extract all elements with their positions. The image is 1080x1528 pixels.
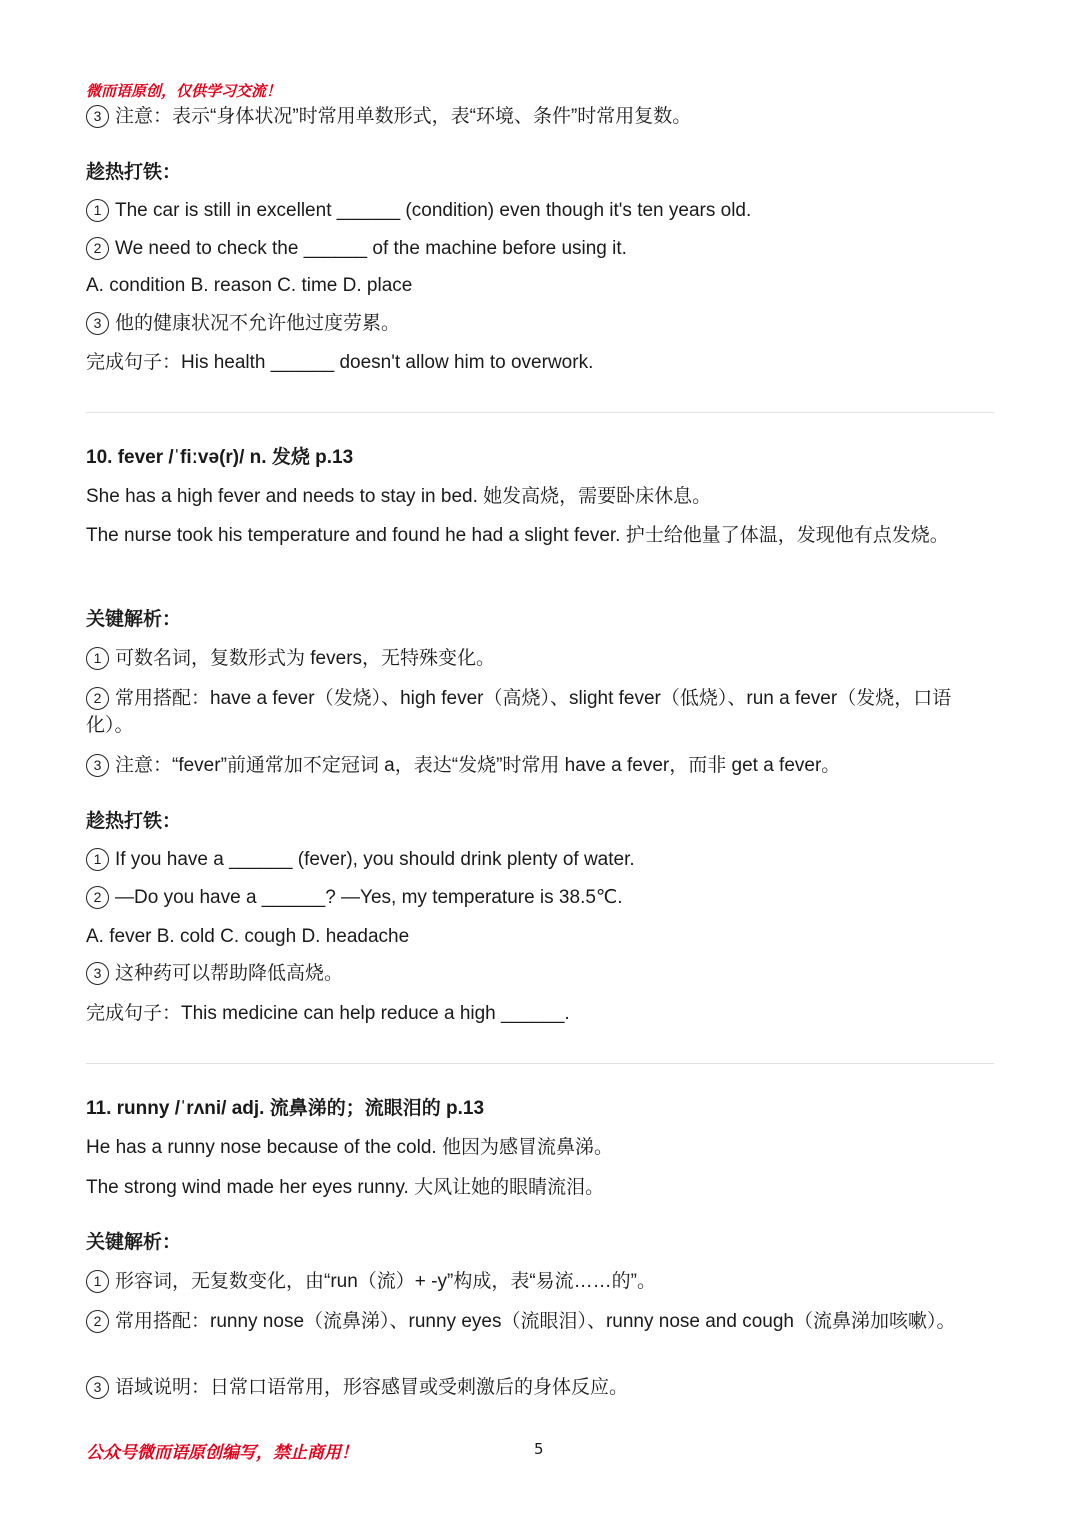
- example-sentence: She has a high fever and needs to stay in bed. 她发高烧，需要卧床休息。: [86, 486, 712, 507]
- question-text: —Do you have a ______? —Yes, my temperature is 38.5℃.: [115, 887, 623, 908]
- analysis-text: 语域说明：日常口语常用，形容感冒或受刺激后的身体反应。: [115, 1377, 629, 1398]
- circled-number: 3: [86, 754, 109, 777]
- note-item: [86, 103, 994, 130]
- example-sentence: He has a runny nose because of the cold. 他因为感冒流鼻涕。: [86, 1137, 613, 1158]
- question-text: 这种药可以帮助降低高烧。: [115, 963, 344, 984]
- section-divider: [86, 1063, 994, 1064]
- word-heading: 11. runny /ˈrʌni/ adj. 流鼻涕的；流眼泪的 p.13: [86, 1098, 485, 1119]
- practice-title: 趁热打铁：: [86, 811, 182, 832]
- analysis-item: [86, 645, 994, 672]
- analysis-text: 注意：“fever”前通常加不定冠词 a，表达“发烧”时常用 have a fever，而非 get a fever。: [115, 755, 841, 776]
- circled-number: 1: [86, 848, 109, 871]
- practice-question: [86, 846, 994, 873]
- footer-watermark-note: 公众号微而语原创编写，禁止商用！: [86, 1443, 358, 1463]
- analysis-item: [86, 752, 994, 779]
- complete-sentence: 完成句子：This medicine can help reduce a high ______.: [86, 1003, 570, 1024]
- analysis-text: 形容词，无复数变化，由“run（流）+ -y”构成，表“易流……的”。: [115, 1271, 656, 1292]
- circled-number: 1: [86, 647, 109, 670]
- word-heading: 10. fever /ˈfiːvə(r)/ n. 发烧 p.13: [86, 447, 354, 468]
- analysis-text: 常用搭配：runny nose（流鼻涕）、runny eyes（流眼泪）、runny nose and cough（流鼻涕加咳嗽）。: [115, 1311, 956, 1332]
- analysis-title: 关键解析：: [86, 1232, 182, 1253]
- analysis-text: 可数名词，复数形式为 fevers，无特殊变化。: [115, 648, 496, 669]
- circled-number: 2: [86, 886, 109, 909]
- circled-number: 2: [86, 1310, 109, 1333]
- practice-question: [86, 197, 994, 224]
- section-divider: [86, 412, 994, 413]
- page-number: 5: [534, 1440, 544, 1458]
- practice-question: [86, 960, 994, 987]
- question-text: We need to check the ______ of the machine before using it.: [115, 238, 627, 259]
- circled-number: 3: [86, 105, 109, 128]
- answer-options: A. fever B. cold C. cough D. headache: [86, 926, 410, 947]
- analysis-item: [86, 1308, 994, 1335]
- header-watermark-note: 微而语原创，仅供学习交流！: [86, 82, 282, 100]
- practice-question: [86, 310, 994, 337]
- analysis-text: 常用搭配：have a fever（发烧）、high fever（高烧）、slight fever（低烧）、run a fever（发烧，口语化）。: [86, 688, 952, 736]
- circled-number: 1: [86, 1270, 109, 1293]
- analysis-item: [86, 685, 994, 739]
- analysis-item: [86, 1268, 994, 1295]
- analysis-item: [86, 1374, 994, 1401]
- note-text: 注意：表示“身体状况”时常用单数形式，表“环境、条件”时常用复数。: [115, 106, 692, 127]
- complete-sentence: 完成句子：His health ______ doesn't allow him to overwork.: [86, 352, 594, 373]
- example-sentence: The strong wind made her eyes runny. 大风让她的眼睛流泪。: [86, 1177, 605, 1198]
- question-text: 他的健康状况不允许他过度劳累。: [115, 313, 401, 334]
- practice-question: [86, 884, 994, 911]
- answer-options: A. condition B. reason C. time D. place: [86, 275, 413, 296]
- question-text: The car is still in excellent ______ (condition) even though it's ten years old.: [115, 200, 752, 221]
- circled-number: 1: [86, 199, 109, 222]
- analysis-title: 关键解析：: [86, 609, 182, 630]
- circled-number: 2: [86, 237, 109, 260]
- circled-number: 3: [86, 1376, 109, 1399]
- circled-number: 3: [86, 312, 109, 335]
- circled-number: 3: [86, 962, 109, 985]
- question-text: If you have a ______ (fever), you should drink plenty of water.: [115, 849, 635, 870]
- practice-question: [86, 235, 994, 262]
- practice-title: 趁热打铁：: [86, 162, 182, 183]
- circled-number: 2: [86, 687, 109, 710]
- example-sentence: The nurse took his temperature and found he had a slight fever. 护士给他量了体温，发现他有点发烧。: [86, 525, 949, 546]
